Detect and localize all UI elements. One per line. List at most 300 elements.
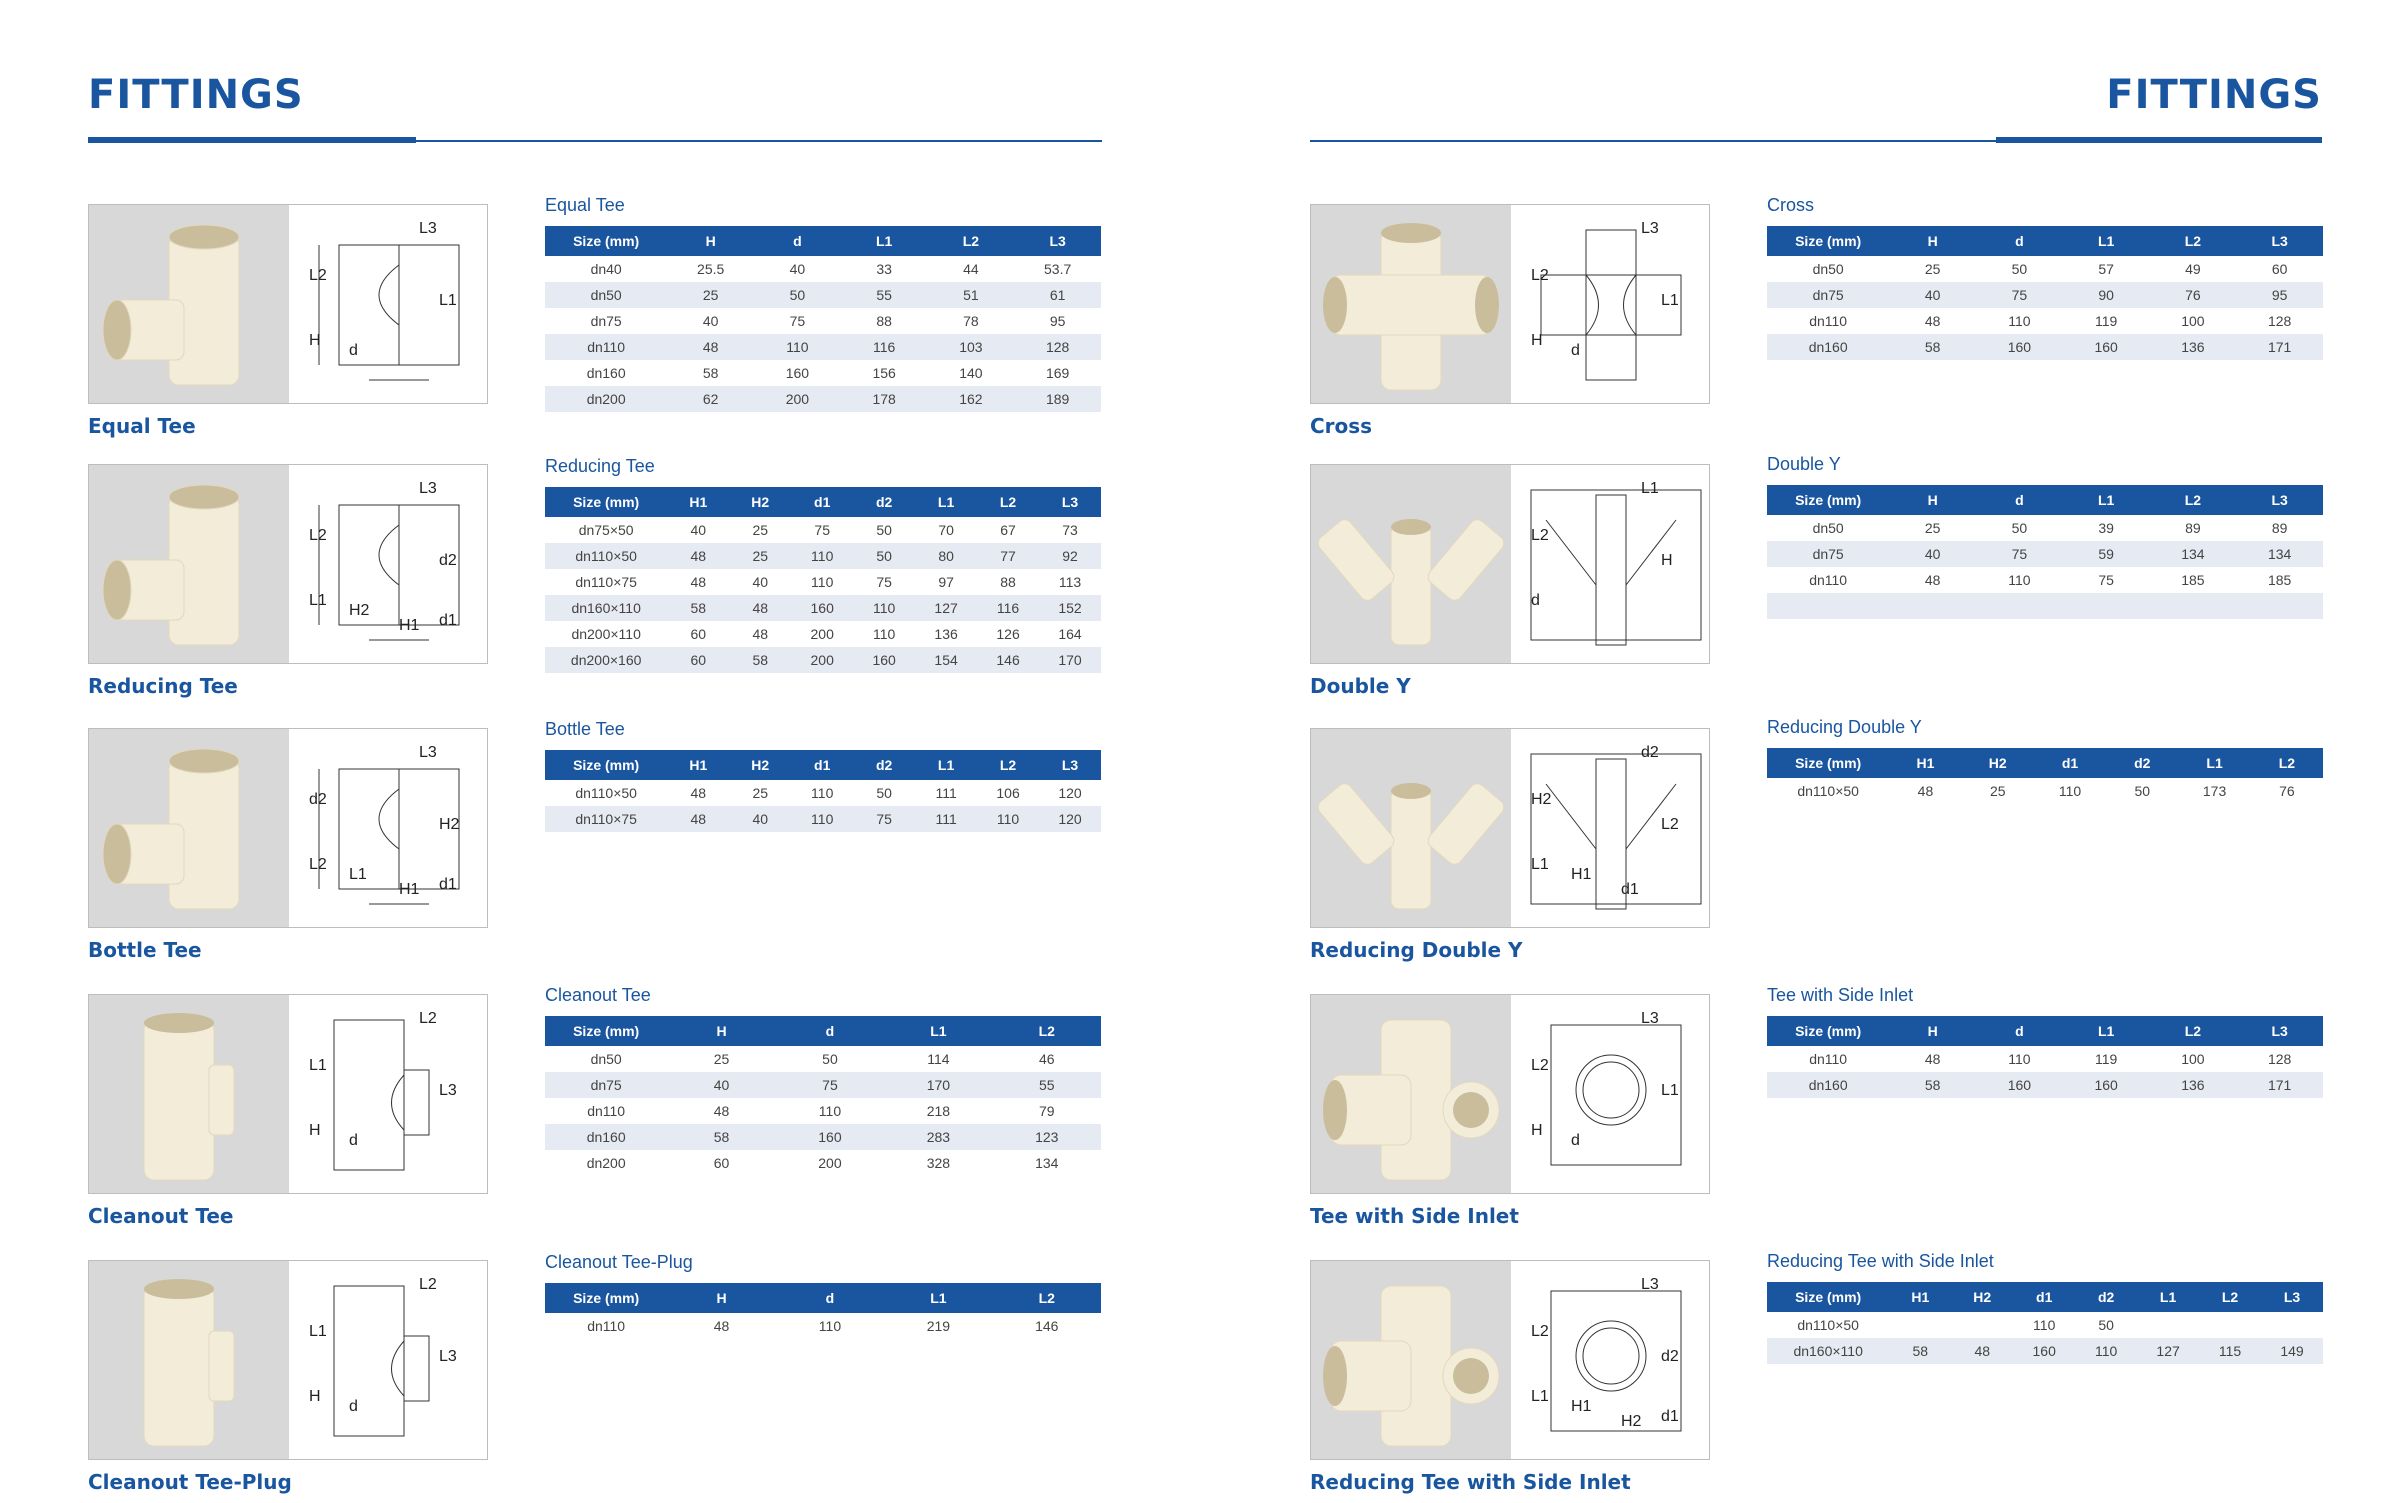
table-cell: 88 bbox=[1000, 574, 1016, 590]
table-cell bbox=[2236, 593, 2323, 619]
table-cell bbox=[1976, 619, 2063, 645]
dimension-label: d bbox=[349, 342, 358, 359]
table-cell: 76 bbox=[2150, 282, 2237, 308]
table-row bbox=[545, 517, 1101, 543]
column-header: H bbox=[667, 1283, 775, 1313]
table-cell: 25 bbox=[1989, 783, 2006, 799]
dimension-label: L1 bbox=[1531, 1388, 1549, 1405]
dimension-label: L2 bbox=[1531, 1323, 1549, 1340]
column-header: H bbox=[1889, 226, 1976, 256]
table-cell: 110 bbox=[2008, 1051, 2031, 1067]
table-row bbox=[545, 569, 1101, 595]
table-cell: 160 bbox=[776, 1124, 884, 1150]
table-cell: 160 bbox=[1976, 334, 2063, 360]
table-cell: 328 bbox=[926, 1155, 951, 1171]
dimension-label: H2 bbox=[1621, 1413, 1642, 1430]
table-cell: 103 bbox=[928, 334, 1015, 360]
table-cell: 127 bbox=[2137, 1338, 2199, 1364]
dimension-label: d bbox=[349, 1398, 358, 1415]
table-cell bbox=[1976, 593, 2063, 619]
table-cell: dn110×50 bbox=[1797, 783, 1859, 799]
cleanout-tee-plug-product bbox=[88, 1260, 488, 1500]
table-cell: 40 bbox=[729, 806, 791, 832]
column-header: L3 bbox=[1039, 750, 1101, 780]
table-cell bbox=[2063, 593, 2150, 619]
table-cell: 60 bbox=[2271, 261, 2288, 277]
product-photo bbox=[1311, 995, 1511, 1194]
table-cell: 25 bbox=[729, 543, 791, 569]
table-cell: 178 bbox=[841, 386, 928, 412]
table-cell: dn110 bbox=[587, 1103, 626, 1119]
dimension-label: H bbox=[309, 1388, 321, 1405]
table-cell bbox=[2063, 619, 2150, 645]
product-photo bbox=[89, 465, 289, 664]
table-cell: dn75 bbox=[590, 313, 622, 329]
dimension-label: L3 bbox=[439, 1348, 457, 1365]
dimension-label: L3 bbox=[419, 220, 437, 237]
table-cell: 58 bbox=[1889, 334, 1976, 360]
table-cell: 173 bbox=[2202, 783, 2227, 799]
table-row bbox=[545, 1124, 1101, 1150]
table-cell: dn160×110 bbox=[545, 595, 667, 621]
table-row bbox=[545, 1098, 1101, 1124]
table-cell: 53.7 bbox=[1044, 261, 1072, 277]
table-cell: 61 bbox=[1014, 282, 1101, 308]
table-cell: dn110×75 bbox=[545, 806, 667, 832]
column-header: H1 bbox=[1889, 748, 1961, 778]
table-cell: 75 bbox=[2098, 572, 2114, 588]
dimension-label: d2 bbox=[309, 791, 327, 808]
column-header: L2 bbox=[2150, 226, 2237, 256]
table-cell bbox=[1889, 619, 1976, 645]
dimension-drawing bbox=[1511, 1261, 1710, 1460]
table-cell: 48 bbox=[752, 626, 769, 642]
table-cell: 50 bbox=[2098, 1317, 2114, 1333]
table-cell: dn50 bbox=[1812, 261, 1844, 277]
table-cell: 110 bbox=[2058, 783, 2082, 799]
dimension-drawing bbox=[289, 465, 488, 664]
table-cell bbox=[2150, 593, 2237, 619]
table-cell: 75 bbox=[1976, 282, 2063, 308]
table-cell bbox=[1767, 593, 1889, 619]
dimension-label: L2 bbox=[419, 1010, 437, 1027]
table-cell: 110 bbox=[811, 574, 834, 590]
column-header: L3 bbox=[1014, 226, 1101, 256]
table-cell: 55 bbox=[841, 282, 928, 308]
table-cell: dn160×110 bbox=[1767, 1338, 1889, 1364]
table-cell: 110 bbox=[2008, 313, 2031, 329]
product-card bbox=[88, 728, 488, 928]
dimension-label: L2 bbox=[1531, 267, 1549, 284]
bottle-tee-product bbox=[88, 728, 488, 968]
dimension-label: H bbox=[309, 1122, 321, 1139]
table-cell bbox=[1889, 1312, 1951, 1338]
table-cell: 49 bbox=[2185, 261, 2201, 277]
table-cell: dn110×50 bbox=[1797, 1317, 1859, 1333]
table-cell: 134 bbox=[1035, 1155, 1059, 1171]
tee-with-side-inlet-product bbox=[1310, 994, 1710, 1234]
table-cell: 110 bbox=[754, 334, 841, 360]
table-cell: dn200 bbox=[586, 1155, 626, 1171]
table-cell: dn200×110 bbox=[571, 626, 641, 642]
table-cell: 100 bbox=[2181, 313, 2205, 329]
table-row bbox=[1767, 334, 2323, 360]
table-cell: dn200×160 bbox=[545, 647, 667, 673]
table-cell: dn40 bbox=[590, 261, 622, 277]
table-row bbox=[1767, 1072, 2323, 1098]
bottle-tee-spec-table bbox=[545, 718, 1101, 832]
column-header: Size (mm) bbox=[545, 750, 667, 780]
table-cell: 25 bbox=[1924, 520, 1941, 536]
dimension-label: H2 bbox=[349, 602, 370, 619]
table-cell: 50 bbox=[822, 1051, 838, 1067]
left-divider-accent bbox=[88, 137, 416, 143]
column-header: H bbox=[667, 1016, 775, 1046]
product-photo bbox=[89, 205, 289, 404]
product-photo bbox=[1311, 729, 1511, 928]
column-header: L2 bbox=[977, 750, 1039, 780]
dimension-drawing bbox=[1511, 465, 1710, 664]
table-row bbox=[545, 595, 1101, 621]
column-header: d1 bbox=[791, 750, 853, 780]
column-header: Size (mm) bbox=[1767, 1282, 1889, 1312]
table-row bbox=[1767, 567, 2323, 593]
table-cell: 110 bbox=[977, 806, 1039, 832]
table-cell: 110 bbox=[791, 806, 853, 832]
column-header: L3 bbox=[2236, 226, 2323, 256]
table-cell: 50 bbox=[853, 543, 915, 569]
product-name: Tee with Side Inlet bbox=[1310, 1204, 1519, 1228]
dimension-drawing bbox=[289, 995, 488, 1194]
table-row bbox=[545, 1313, 1101, 1339]
table-cell: 100 bbox=[2181, 1051, 2205, 1067]
column-header: d2 bbox=[2075, 1282, 2137, 1312]
table-cell: 58 bbox=[1889, 1338, 1951, 1364]
table-cell: 146 bbox=[977, 647, 1039, 673]
table-cell bbox=[1951, 1312, 2013, 1338]
dimension-label: d2 bbox=[439, 552, 457, 569]
table-cell: 134 bbox=[2236, 541, 2323, 567]
table-cell: 57 bbox=[2098, 261, 2114, 277]
column-header: L3 bbox=[1039, 487, 1101, 517]
table-title: Tee with Side Inlet bbox=[1767, 985, 1914, 1005]
table-row bbox=[1767, 1046, 2323, 1072]
product-card bbox=[1310, 728, 1710, 928]
table-cell: 25 bbox=[667, 282, 754, 308]
dimension-label: H1 bbox=[1571, 1398, 1592, 1415]
table-cell: dn110×75 bbox=[575, 574, 637, 590]
column-header: L2 bbox=[993, 1283, 1101, 1313]
column-header: d2 bbox=[853, 750, 915, 780]
product-card bbox=[88, 204, 488, 404]
table-cell: 55 bbox=[993, 1072, 1101, 1098]
dimension-label: L3 bbox=[419, 744, 437, 761]
dimension-label: H1 bbox=[399, 617, 420, 634]
column-header: L1 bbox=[915, 750, 977, 780]
dimension-label: L3 bbox=[1641, 1010, 1659, 1027]
table-cell: 123 bbox=[993, 1124, 1101, 1150]
table-cell: 218 bbox=[926, 1103, 951, 1119]
table-cell: 50 bbox=[2134, 783, 2151, 799]
table-cell: 136 bbox=[2150, 1072, 2237, 1098]
table-cell: 75 bbox=[776, 1072, 884, 1098]
table-row bbox=[1767, 1312, 2323, 1338]
column-header: L3 bbox=[2236, 485, 2323, 515]
table-cell: dn75 bbox=[1767, 282, 1889, 308]
cleanout-tee-product bbox=[88, 994, 488, 1234]
right-divider-accent bbox=[1996, 137, 2322, 143]
table-cell: 58 bbox=[667, 595, 729, 621]
table-row bbox=[545, 282, 1101, 308]
table-cell: 40 bbox=[752, 574, 769, 590]
product-card bbox=[1310, 1260, 1710, 1460]
table-cell: 50 bbox=[2011, 520, 2028, 536]
table-cell bbox=[2236, 619, 2323, 645]
table-cell: 73 bbox=[1062, 522, 1078, 538]
table-cell: 48 bbox=[1924, 572, 1941, 588]
dimension-label: L2 bbox=[309, 267, 327, 284]
dimension-label: H bbox=[1531, 1122, 1543, 1139]
product-name: Bottle Tee bbox=[88, 938, 202, 962]
product-card bbox=[1310, 994, 1710, 1194]
column-header: L2 bbox=[2150, 485, 2237, 515]
dimension-label: d bbox=[349, 1132, 358, 1149]
dimension-label: L2 bbox=[419, 1276, 437, 1293]
table-cell: 75 bbox=[789, 313, 806, 329]
table-cell: 48 bbox=[690, 574, 707, 590]
table-cell: 75 bbox=[876, 574, 892, 590]
dimension-label: H1 bbox=[1571, 866, 1592, 883]
table-cell: 80 bbox=[915, 543, 977, 569]
table-cell: 170 bbox=[1039, 647, 1101, 673]
table-title: Cross bbox=[1767, 195, 1815, 215]
table-cell: dn50 bbox=[590, 1051, 622, 1067]
dimension-drawing bbox=[289, 1261, 488, 1460]
dimension-label: L2 bbox=[1531, 1057, 1549, 1074]
column-header: d2 bbox=[2106, 748, 2178, 778]
dimension-label: L1 bbox=[309, 1057, 327, 1074]
table-cell: 48 bbox=[1917, 783, 1934, 799]
reducing-tee-with-side-inlet-spec-table bbox=[1767, 1250, 2323, 1364]
table-cell: 97 bbox=[938, 574, 954, 590]
dimension-label: L1 bbox=[1661, 1082, 1679, 1099]
dimension-label: d1 bbox=[439, 612, 457, 629]
column-header: L1 bbox=[2137, 1282, 2199, 1312]
table-cell: 111 bbox=[935, 785, 957, 801]
table-row bbox=[1767, 1338, 2323, 1364]
product-name: Reducing Double Y bbox=[1310, 938, 1523, 962]
column-header: L2 bbox=[928, 226, 1015, 256]
table-cell: 156 bbox=[872, 365, 896, 381]
column-header: L1 bbox=[915, 487, 977, 517]
table-row bbox=[545, 334, 1101, 360]
column-header: Size (mm) bbox=[545, 226, 667, 256]
column-header: d1 bbox=[791, 487, 853, 517]
column-header: d2 bbox=[853, 487, 915, 517]
table-cell: 119 bbox=[2094, 313, 2118, 329]
column-header: d bbox=[754, 226, 841, 256]
table-cell: 25 bbox=[752, 522, 769, 538]
dimension-label: L1 bbox=[1661, 292, 1679, 309]
tee-with-side-inlet-spec-table bbox=[1767, 984, 2323, 1098]
table-cell: 50 bbox=[876, 785, 892, 801]
table-cell: 136 bbox=[934, 626, 958, 642]
dimension-label: L2 bbox=[1531, 527, 1549, 544]
table-cell: 146 bbox=[1035, 1318, 1059, 1334]
table-title: Equal Tee bbox=[545, 195, 625, 215]
table-cell: 114 bbox=[927, 1051, 950, 1067]
table-row bbox=[1767, 541, 2323, 567]
table-cell: 75 bbox=[853, 806, 915, 832]
double-y-product bbox=[1310, 464, 1710, 704]
table-row bbox=[1767, 778, 2323, 804]
table-cell: dn50 bbox=[1812, 520, 1844, 536]
reducing-double-y-spec-table bbox=[1767, 716, 2323, 804]
table-row bbox=[1767, 619, 2323, 645]
table-cell: 58 bbox=[729, 647, 791, 673]
column-header: L1 bbox=[884, 1016, 992, 1046]
cleanout-tee-plug-spec-table bbox=[545, 1251, 1101, 1339]
table-cell: 89 bbox=[2271, 520, 2288, 536]
table-cell: 39 bbox=[2098, 520, 2114, 536]
table-cell: 283 bbox=[884, 1124, 992, 1150]
table-cell: dn75 bbox=[545, 1072, 667, 1098]
dimension-label: H2 bbox=[1531, 791, 1552, 808]
table-row bbox=[1767, 593, 2323, 619]
table-cell: 25 bbox=[1924, 261, 1941, 277]
table-cell: 60 bbox=[713, 1155, 730, 1171]
table-cell: 33 bbox=[876, 261, 892, 277]
table-cell: 149 bbox=[2261, 1338, 2323, 1364]
column-header: Size (mm) bbox=[545, 1283, 667, 1313]
table-cell: 50 bbox=[754, 282, 841, 308]
product-photo bbox=[89, 995, 289, 1194]
column-header: d1 bbox=[2034, 748, 2106, 778]
column-header: L1 bbox=[2063, 226, 2150, 256]
table-row bbox=[1767, 308, 2323, 334]
table-cell: 160 bbox=[791, 595, 853, 621]
table-cell: 48 bbox=[713, 1318, 730, 1334]
table-cell: 40 bbox=[702, 313, 719, 329]
dimension-label: H bbox=[1531, 332, 1543, 349]
dimension-label: d1 bbox=[1621, 881, 1639, 898]
table-cell: dn160 bbox=[545, 1124, 667, 1150]
product-name: Reducing Tee with Side Inlet bbox=[1310, 1470, 1631, 1494]
table-cell: 128 bbox=[2267, 313, 2292, 329]
equal-tee-spec-table bbox=[545, 194, 1101, 412]
table-row bbox=[545, 1046, 1101, 1072]
table-cell: 134 bbox=[2150, 541, 2237, 567]
double-y-spec-table bbox=[1767, 453, 2323, 645]
table-row bbox=[545, 308, 1101, 334]
column-header: L1 bbox=[2063, 485, 2150, 515]
column-header: H2 bbox=[729, 487, 791, 517]
table-cell: 160 bbox=[2063, 334, 2150, 360]
product-card bbox=[88, 464, 488, 664]
table-cell: 76 bbox=[2279, 783, 2295, 799]
dimension-drawing bbox=[1511, 205, 1710, 404]
table-cell: 58 bbox=[667, 1124, 775, 1150]
dimension-label: L1 bbox=[439, 292, 457, 309]
table-title: Cleanout Tee-Plug bbox=[545, 1252, 693, 1272]
table-cell: 110 bbox=[2008, 572, 2031, 588]
reducing-tee-with-side-inlet-product bbox=[1310, 1260, 1710, 1500]
column-header: L1 bbox=[2178, 748, 2250, 778]
product-name: Cleanout Tee bbox=[88, 1204, 234, 1228]
dimension-drawing bbox=[1511, 729, 1710, 928]
table-cell: dn75×50 bbox=[578, 522, 634, 538]
table-cell: 171 bbox=[2236, 1072, 2323, 1098]
dimension-drawing bbox=[289, 205, 488, 404]
table-cell: 128 bbox=[1014, 334, 1101, 360]
dimension-label: L2 bbox=[1661, 816, 1679, 833]
table-cell: 110 bbox=[818, 1318, 842, 1334]
table-cell: 120 bbox=[1058, 785, 1082, 801]
table-title: Reducing Tee bbox=[545, 456, 655, 476]
table-cell: 120 bbox=[1039, 806, 1101, 832]
dimension-label: L1 bbox=[1531, 856, 1549, 873]
table-cell: 189 bbox=[1014, 386, 1101, 412]
table-cell: 95 bbox=[1049, 313, 1066, 329]
table-cell: dn200 bbox=[545, 386, 667, 412]
table-cell: 90 bbox=[2063, 282, 2150, 308]
table-cell: 116 bbox=[841, 334, 928, 360]
dimension-label: d bbox=[1531, 592, 1540, 609]
dimension-label: H2 bbox=[439, 816, 460, 833]
table-cell: 48 bbox=[729, 595, 791, 621]
column-header: L1 bbox=[2063, 1016, 2150, 1046]
table-cell: 164 bbox=[1058, 626, 1082, 642]
column-header: L3 bbox=[2261, 1282, 2323, 1312]
dimension-label: d bbox=[1571, 342, 1580, 359]
column-header: d bbox=[776, 1016, 884, 1046]
table-cell: 110 bbox=[818, 1103, 842, 1119]
dimension-label: L2 bbox=[309, 856, 327, 873]
table-cell: dn110 bbox=[545, 334, 667, 360]
table-cell bbox=[1889, 593, 1976, 619]
table-cell: 40 bbox=[1889, 541, 1976, 567]
dimension-label: L2 bbox=[309, 527, 327, 544]
dimension-label: L3 bbox=[1641, 1276, 1659, 1293]
table-row bbox=[545, 780, 1101, 806]
column-header: L2 bbox=[993, 1016, 1101, 1046]
table-cell: 50 bbox=[876, 522, 892, 538]
table-cell: 110 bbox=[811, 785, 834, 801]
table-cell bbox=[2137, 1312, 2199, 1338]
table-cell: 48 bbox=[667, 543, 729, 569]
table-cell: 58 bbox=[702, 365, 719, 381]
product-photo bbox=[1311, 465, 1511, 664]
table-cell: 160 bbox=[785, 365, 810, 381]
column-header: d bbox=[1976, 1016, 2063, 1046]
table-cell: 40 bbox=[1889, 282, 1976, 308]
dimension-label: d2 bbox=[1661, 1348, 1679, 1365]
table-cell: 40 bbox=[690, 522, 707, 538]
column-header: Size (mm) bbox=[1767, 748, 1889, 778]
table-cell: 136 bbox=[2150, 334, 2237, 360]
table-cell: 185 bbox=[2267, 572, 2292, 588]
table-cell: 51 bbox=[928, 282, 1015, 308]
table-cell: 116 bbox=[977, 595, 1039, 621]
table-row bbox=[1767, 282, 2323, 308]
table-cell: 89 bbox=[2185, 520, 2201, 536]
dimension-drawing bbox=[1511, 995, 1710, 1194]
table-cell: 75 bbox=[1976, 541, 2063, 567]
table-cell: 48 bbox=[667, 806, 729, 832]
table-cell: 200 bbox=[818, 1155, 842, 1171]
table-cell: 110 bbox=[791, 543, 853, 569]
table-title: Cleanout Tee bbox=[545, 985, 651, 1005]
